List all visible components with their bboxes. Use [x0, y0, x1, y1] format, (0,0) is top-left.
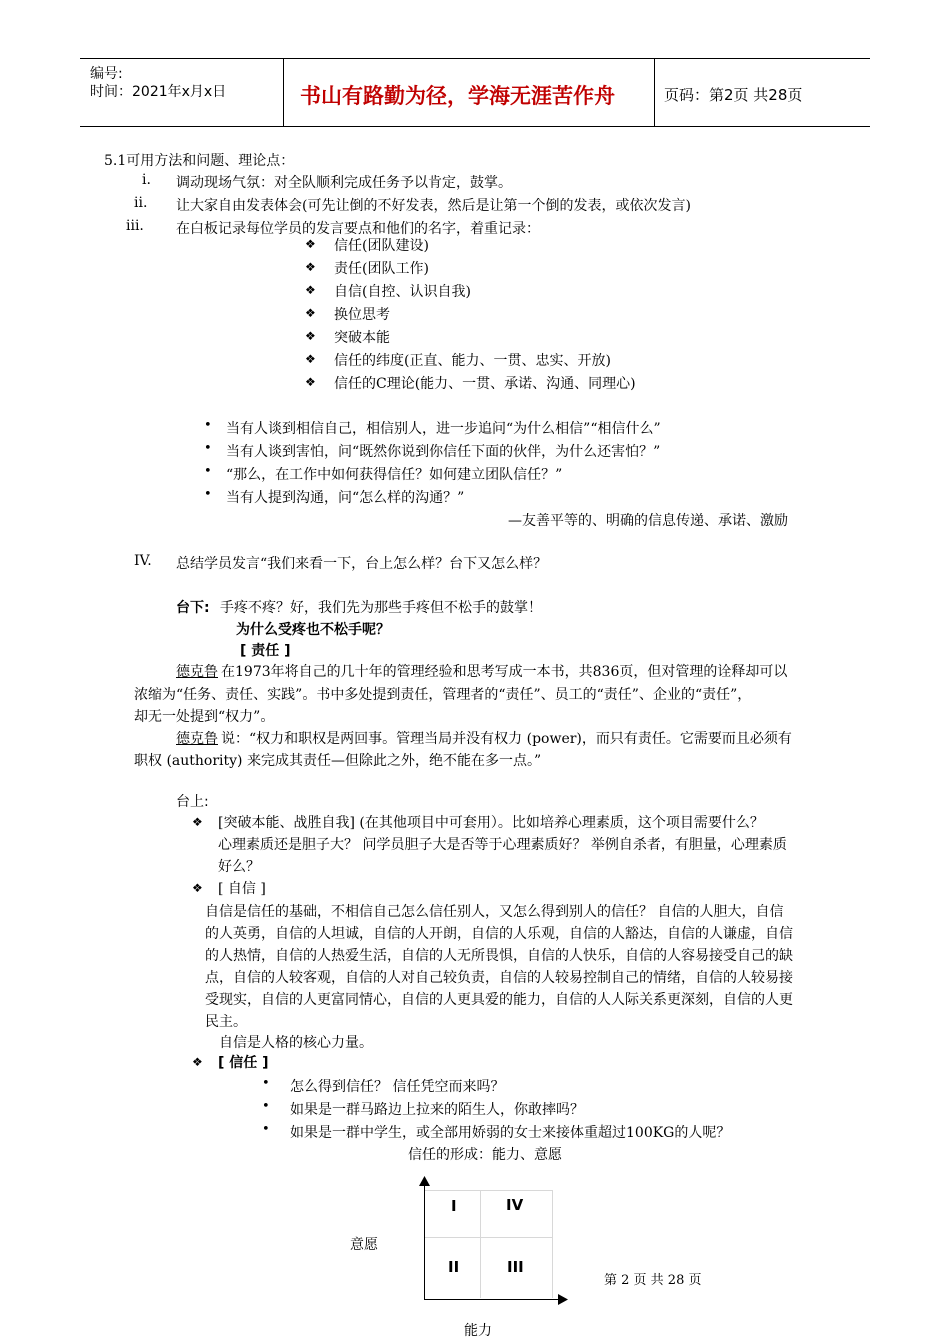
- paragraph-line: 说：“权力和职权是两回事。管理当局并没有权力 (power)，而只有责任。它需要而且必须有: [221, 731, 792, 747]
- diamond-bullet-icon: ❖: [305, 237, 316, 251]
- paragraph-line: 浓缩为“任务、责任、实践”。书中多处提到责任，管理者的“责任”、员工的“责任”、企业的“责任”，: [134, 687, 752, 703]
- step-text: 调动现场气氛：对全队顺利完成任务予以肯定，鼓掌。: [176, 175, 512, 191]
- step-number: ii.: [134, 195, 148, 211]
- quadrant-label: III: [507, 1258, 524, 1276]
- page-number-label: 页码：第2页 共28页: [664, 86, 803, 104]
- list-item: 如果是一群马路边上拉来的陌生人，你敢摔吗？: [290, 1102, 584, 1118]
- below-text: 手疼不疼？好，我们先为那些手疼但不松手的鼓掌！: [220, 600, 542, 616]
- author-name: 德克鲁: [176, 664, 218, 680]
- header-motto: 书山有路勤为径，学海无涯苦作舟: [300, 84, 615, 108]
- paragraph-line: 受现实，自信的人更富同情心，自信的人更具爱的能力，自信的人人际关系更深刻，自信的人更: [205, 992, 793, 1008]
- list-item: 换位思考: [334, 307, 390, 323]
- doc-number-label: 编号:: [90, 66, 123, 82]
- responsibility-tag: [ 责任 ]: [240, 643, 291, 659]
- diamond-bullet-icon: ❖: [305, 306, 316, 320]
- list-item: 怎么得到信任？ 信任凭空而来吗？: [290, 1079, 505, 1095]
- paragraph-line: 好么？: [218, 859, 260, 875]
- quadrant-label: IV: [506, 1196, 524, 1214]
- paragraph-line: 在1973年将自己的几十年的管理经验和思考写成一本书，共836页，但对管理的诠释却可以: [221, 664, 788, 680]
- bullet-icon: •: [262, 1076, 270, 1091]
- list-item: 如果是一群中学生，或全部用娇弱的女士来接体重超过100KG的人呢？: [290, 1125, 731, 1141]
- bullet-icon: •: [204, 441, 212, 456]
- header-divider: [654, 58, 655, 126]
- diagram-caption: 信任的形成：能力、意愿: [408, 1147, 562, 1163]
- paragraph-line: 点，自信的人较客观，自信的人对自己较负责，自信的人较易控制自己的情绪，自信的人较易接: [205, 970, 793, 986]
- list-item: 信任的纬度(正直、能力、一贯、忠实、开放): [334, 353, 611, 369]
- y-axis: [424, 1184, 425, 1300]
- diamond-bullet-icon: ❖: [192, 1055, 203, 1069]
- quadrant-label: II: [448, 1258, 460, 1276]
- confidence-tag: [ 自信 ]: [218, 881, 266, 897]
- section-label-above: 台上:: [176, 794, 209, 810]
- step-number: IV.: [134, 553, 152, 569]
- list-item: 自信(自控、认识自我): [334, 284, 471, 300]
- bullet-icon: •: [204, 418, 212, 433]
- list-item: 当有人谈到相信自己，相信别人，进一步追问“为什么相信”“相信什么”: [226, 421, 661, 437]
- bullet-icon: •: [262, 1099, 270, 1114]
- list-item: 责任(团队工作): [334, 261, 429, 277]
- paragraph-line: 民主。: [205, 1014, 247, 1030]
- header-bottom-rule: [80, 126, 870, 127]
- page-footer: 第 2 页 共 28 页: [604, 1273, 702, 1288]
- list-item: 当有人提到沟通，问“怎么样的沟通？”: [226, 490, 465, 506]
- paragraph-line: 职权 (authority) 来完成其责任—但除此之外，绝不能在多一点。”: [134, 753, 542, 769]
- diamond-bullet-icon: ❖: [192, 815, 203, 829]
- right-arrow-icon: [558, 1294, 568, 1305]
- list-item: 当有人谈到害怕，问“既然你说到你信任下面的伙伴，为什么还害怕？”: [226, 444, 661, 460]
- x-axis: [424, 1299, 562, 1300]
- list-item: 信任的C理论(能力、一贯、承诺、沟通、同理心): [334, 376, 636, 392]
- section-label-below: 台下:: [176, 600, 210, 616]
- y-axis-label: 意愿: [350, 1237, 378, 1253]
- list-item: “那么，在工作中如何获得信任？如何建立团队信任？”: [226, 467, 563, 483]
- bullet-icon: •: [204, 464, 212, 479]
- quadrant-label: I: [451, 1197, 457, 1215]
- step-number: i.: [142, 172, 151, 188]
- author-name: 德克鲁: [176, 731, 218, 747]
- below-question: 为什么受疼也不松手呢？: [236, 622, 390, 638]
- grid-line: [480, 1190, 481, 1298]
- bullet-icon: •: [204, 487, 212, 502]
- step-number: iii.: [126, 218, 144, 234]
- diamond-bullet-icon: ❖: [305, 283, 316, 297]
- header-top-rule: [80, 58, 870, 59]
- grid-line: [552, 1190, 553, 1298]
- communication-answer: —友善平等的、明确的信息传递、承诺、激励: [508, 513, 788, 529]
- step-text: 总结学员发言“我们来看一下，台上怎么样？台下又怎么样？: [176, 556, 548, 572]
- grid-line: [425, 1237, 553, 1238]
- step-text: 在白板记录每位学员的发言要点和他们的名字，着重记录：: [176, 221, 540, 237]
- paragraph-line: 的人热情，自信的人热爱生活，自信的人无所畏惧，自信的人快乐，自信的人容易接受自己的缺: [205, 948, 793, 964]
- list-item: 突破本能: [334, 330, 390, 346]
- grid-line: [425, 1190, 553, 1191]
- step-text: 让大家自由发表体会(可先让倒的不好发表，然后是让第一个倒的发表，或依次发言): [176, 198, 691, 214]
- paragraph-line: [突破本能、战胜自我] (在其他项目中可套用）。比如培养心理素质，这个项目需要什么？: [218, 815, 764, 831]
- diamond-bullet-icon: ❖: [192, 881, 203, 895]
- diamond-bullet-icon: ❖: [305, 329, 316, 343]
- list-item: 信任(团队建设): [334, 238, 429, 254]
- paragraph-line: 心理素质还是胆子大？ 问学员胆子大是否等于心理素质好？ 举例自杀者，有胆量，心理素质: [218, 837, 787, 853]
- paragraph-line: 自信是信任的基础，不相信自己怎么信任别人，又怎么得到别人的信任？ 自信的人胆大，自信: [205, 904, 784, 920]
- header-divider: [283, 58, 284, 126]
- diamond-bullet-icon: ❖: [305, 352, 316, 366]
- paragraph-line: 的人英勇，自信的人坦诚，自信的人开朗，自信的人乐观，自信的人豁达，自信的人谦虚，自信: [205, 926, 793, 942]
- doc-time-label: 时间：2021年x月x日: [90, 84, 227, 100]
- paragraph-line: 却无一处提到“权力”。: [134, 709, 275, 725]
- x-axis-label: 能力: [464, 1323, 492, 1339]
- diamond-bullet-icon: ❖: [305, 375, 316, 389]
- section-title: 5.1可用方法和问题、理论点：: [104, 153, 295, 169]
- confidence-core: 自信是人格的核心力量。: [219, 1035, 373, 1051]
- up-arrow-icon: [419, 1176, 430, 1186]
- trust-tag: [ 信任 ]: [218, 1055, 269, 1071]
- bullet-icon: •: [262, 1122, 270, 1137]
- diamond-bullet-icon: ❖: [305, 260, 316, 274]
